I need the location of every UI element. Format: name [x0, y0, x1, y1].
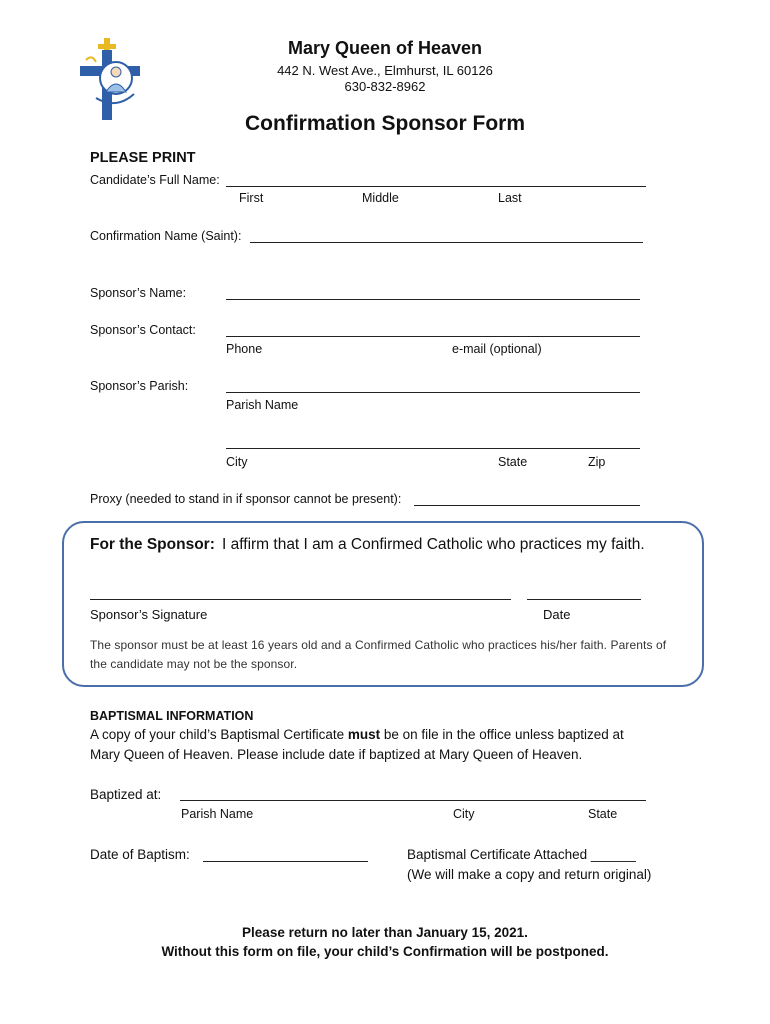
sponsor-requirement-note-line1: The sponsor must be at least 16 years old and a Confirmed Catholic who practices his/her faith. Parents of: [90, 638, 667, 652]
form-title: Confirmation Sponsor Form: [245, 112, 525, 135]
confirmation-name-field[interactable]: [250, 242, 643, 243]
proxy-label: Proxy (needed to stand in if sponsor cannot be present):: [90, 492, 402, 506]
zip-caption: Zip: [588, 455, 606, 469]
city-caption: City: [226, 455, 248, 469]
sponsor-parish-label: Sponsor’s Parish:: [90, 379, 189, 393]
signature-caption: Sponsor’s Signature: [90, 607, 208, 622]
proxy-field[interactable]: [414, 505, 640, 506]
postpone-warning: Without this form on file, your child’s Confirmation will be postponed.: [161, 944, 609, 959]
state-caption: State: [498, 455, 528, 469]
baptized-at-label: Baptized at:: [90, 787, 162, 802]
middle-name-caption: Middle: [362, 191, 399, 205]
baptism-state-caption: State: [588, 807, 618, 821]
sponsor-signature-field[interactable]: [90, 599, 511, 600]
date-of-baptism-label: Date of Baptism:: [90, 847, 190, 862]
copy-return-note: (We will make a copy and return original): [407, 867, 652, 882]
parish-name-caption: Parish Name: [226, 398, 299, 412]
baptismal-info-text-line2: Mary Queen of Heaven. Please include date if baptized at Mary Queen of Heaven.: [90, 747, 583, 762]
baptism-city-caption: City: [453, 807, 475, 821]
signature-date-field[interactable]: [527, 599, 641, 600]
baptism-parish-caption: Parish Name: [181, 807, 254, 821]
baptismal-text-part: be on file in the office unless baptized at: [380, 727, 624, 742]
organization-phone: 630-832-8962: [344, 79, 426, 94]
baptismal-info-text-line1: [90, 727, 624, 742]
phone-caption: Phone: [226, 342, 263, 356]
confirmation-name-label: Confirmation Name (Saint):: [90, 229, 242, 243]
baptismal-info-heading: BAPTISMAL INFORMATION: [90, 709, 254, 723]
sponsor-name-field[interactable]: [226, 299, 640, 300]
sponsor-parish-field[interactable]: [226, 392, 640, 393]
for-sponsor-heading: For the Sponsor:: [90, 536, 215, 553]
must-emphasis: must: [347, 727, 381, 742]
date-of-baptism-field[interactable]: [203, 861, 368, 862]
organization-name: Mary Queen of Heaven: [287, 38, 483, 58]
sponsor-requirement-note-line2: the candidate may not be the sponsor.: [90, 657, 298, 671]
sponsor-contact-field[interactable]: [226, 336, 640, 337]
first-name-caption: First: [239, 191, 264, 205]
organization-address: 442 N. West Ave., Elmhurst, IL 60126: [277, 63, 493, 78]
last-name-caption: Last: [498, 191, 522, 205]
sponsor-name-label: Sponsor’s Name:: [90, 286, 187, 300]
please-print-label: PLEASE PRINT: [90, 150, 196, 166]
sponsor-parish-location-field[interactable]: [226, 448, 640, 449]
email-caption: e-mail (optional): [452, 342, 542, 356]
baptismal-text-part: A copy of your child’s Baptismal Certificate: [90, 727, 348, 742]
baptized-at-field[interactable]: [180, 800, 646, 801]
candidate-full-name-field[interactable]: [226, 186, 646, 187]
certificate-attached-label: Baptismal Certificate Attached ______: [407, 847, 636, 862]
candidate-full-name-label: Candidate’s Full Name:: [90, 173, 220, 187]
affirmation-statement: I affirm that I am a Confirmed Catholic who practices my faith.: [222, 536, 645, 553]
sponsor-contact-label: Sponsor’s Contact:: [90, 323, 196, 337]
return-deadline: Please return no later than January 15, 2021.: [242, 925, 528, 940]
date-caption: Date: [543, 607, 571, 622]
